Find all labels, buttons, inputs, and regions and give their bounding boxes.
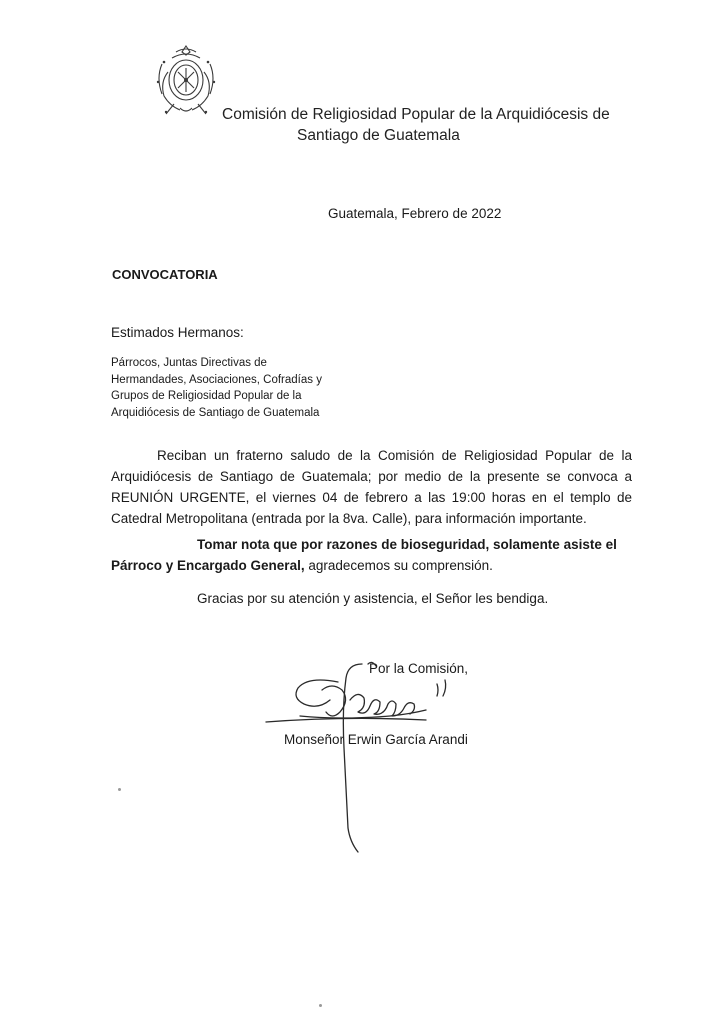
signer-name: Monseñor Erwin García Arandi bbox=[284, 732, 468, 747]
recipients-line: Hermandades, Asociaciones, Cofradías y bbox=[111, 373, 322, 386]
organization-title-line1: Comisión de Religiosidad Popular de la Arquidiócesis de bbox=[222, 106, 610, 123]
note-regular-text: agradecemos su comprensión. bbox=[304, 558, 493, 573]
body-paragraph: Reciban un fraterno saludo de la Comisión de Religiosidad Popular de la Arquidiócesis de Santiago de Guatemala; por medio de la presente se convoca a REUNIÓN URGENTE, el viernes 04 de febrero a las 19:00 horas en el templo de Catedral Metropolitana (entrada por la 8va. Calle), para información importante. bbox=[111, 448, 632, 526]
greeting: Estimados Hermanos: bbox=[111, 325, 244, 340]
paper-speck bbox=[319, 1004, 322, 1007]
paper-speck bbox=[118, 788, 121, 791]
letter-heading: CONVOCATORIA bbox=[112, 267, 218, 282]
closing-line: Gracias por su atención y asistencia, el Señor les bendiga. bbox=[197, 591, 549, 606]
note-bold-text: Tomar nota que por razones de bioseguridad, solamente asiste el Párroco y Encargado General, bbox=[111, 537, 617, 573]
recipients-line: Grupos de Religiosidad Popular de la bbox=[111, 390, 302, 402]
for-commission-line: Por la Comisión, bbox=[369, 661, 469, 676]
organization-title-line2: Santiago de Guatemala bbox=[297, 127, 460, 144]
recipients-line: Párrocos, Juntas Directivas de bbox=[111, 357, 267, 369]
letter-date: Guatemala, Febrero de 2022 bbox=[328, 206, 502, 221]
recipients-line: Arquidiócesis de Santiago de Guatemala bbox=[111, 406, 320, 419]
